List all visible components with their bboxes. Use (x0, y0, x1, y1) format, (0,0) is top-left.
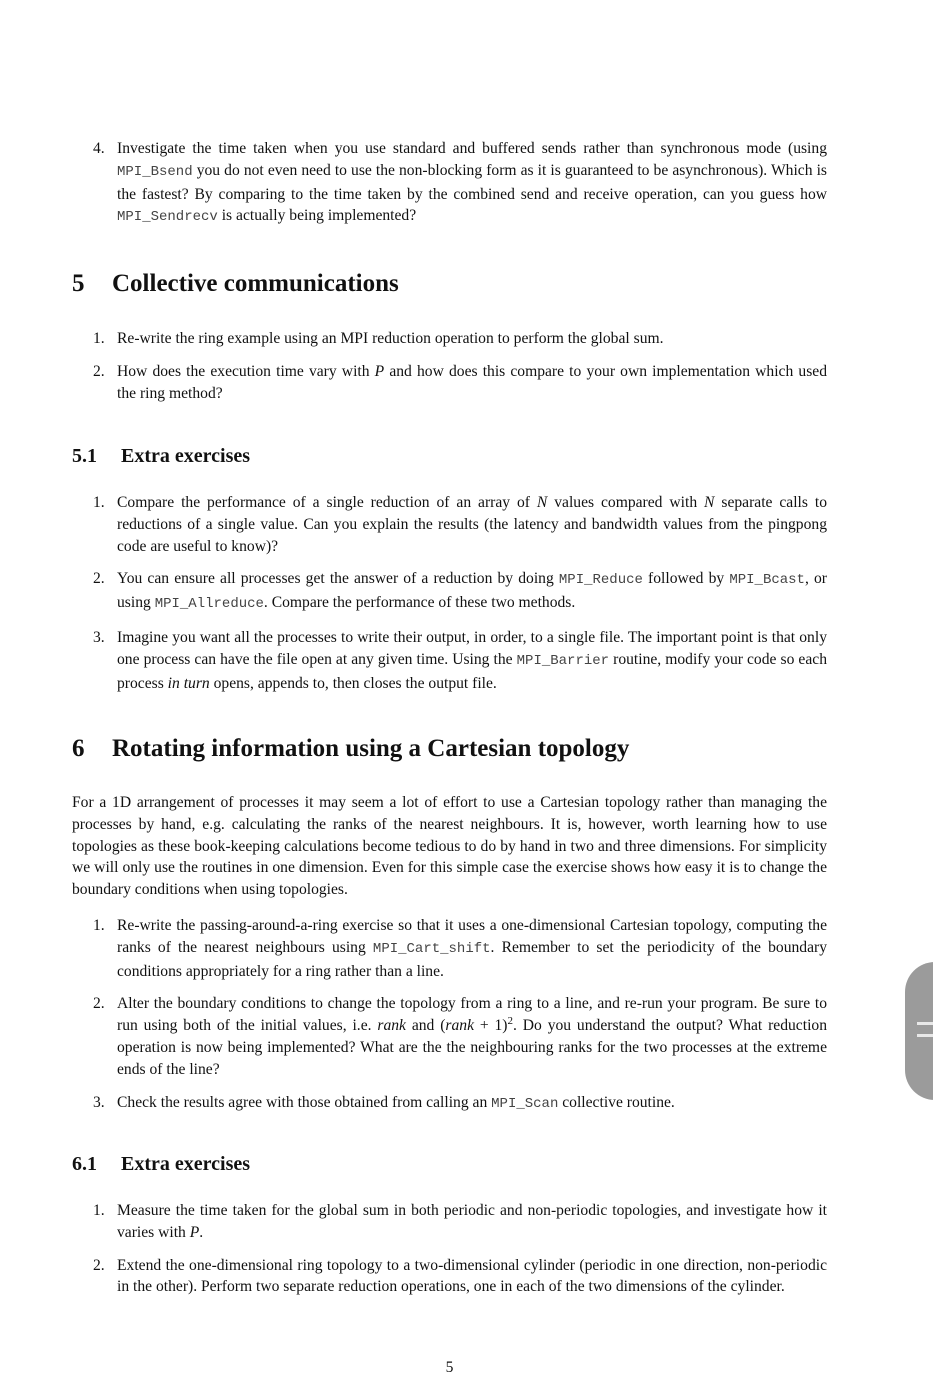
code-mpi-sendrecv: MPI_Sendrecv (117, 209, 218, 226)
section-heading-5-1: 5.1 Extra exercises (72, 445, 251, 467)
list-item: 4. Investigate the time taken when you use standard and buffered sends rather than synchronous mode (using MPI_Bsend you do not even need to use the non-blocking form as it is guaranteed to be asynchronous). Which is the fastest? By comparing to the time taken by the combined send and receive operation, can you guess how MPI_Sendrecv is actually being implemented? (93, 140, 827, 226)
list-item: 1. Measure the time taken for the global sum in both periodic and non-periodic topologies, and investigate how it varies with P. (93, 1202, 827, 1241)
top-list (72, 138, 827, 229)
section-heading-6: 6 Rotating information using a Cartesian topology (72, 735, 630, 762)
sec61-list (72, 1200, 827, 1298)
sec5-list (72, 328, 827, 404)
list-item: 1. Re-write the ring example using an MPI reduction operation to perform the global sum. (93, 330, 664, 347)
menu-icon-bar (917, 1034, 933, 1037)
list-item: 3. Imagine you want all the processes to write their output, in order, to a single file. The important point is that only one process can have the file open at any given time. Using the MPI_Barrier routine, modify your code so each process in turn opens, appends to, then closes the output file. (93, 628, 827, 692)
code-mpi-bsend: MPI_Bsend (117, 163, 193, 180)
list-item: 2. You can ensure all processes get the answer of a reduction by doing MPI_Reduce followed by MPI_Bcast, or using MPI_Allreduce. Compare the performance of these two methods. (93, 570, 827, 613)
page-number: 5 (445, 1359, 454, 1376)
sec6-list (72, 915, 827, 1115)
sec6-intro-paragraph: For a 1D arrangement of processes it may seem a lot of effort to use a Cartesian topology rather than managing the processes by hand, e.g. calculating the ranks of the nearest neighbours. It is, however, worth learning how to use topologies as these book-keeping calculations become tedious to do by hand in two and three dimensions. For simplicity we will only use the routines in one dimension. Even for this simple case the exercise shows how easy it is to change the boundary conditions when using topologies. (72, 794, 827, 899)
list-item: 2. Alter the boundary conditions to change the topology from a ring to a line, and re-run your program. Be sure to run using both of the initial values, i.e. rank and (rank + 1)$^2$. Do you understand the output? What reduction operation is now being implemented? What are the the neighbouring ranks for the two processes at the extreme ends of the line? (93, 995, 827, 1078)
menu-icon (917, 1022, 933, 1025)
section-heading-5: 5 Collective communications (72, 270, 399, 297)
list-item: 2. How does the execution time vary with P and how does this compare to your own implementation which used the ring method? (93, 362, 827, 402)
list-item: 3. Check the results agree with those obtained from calling an MPI_Scan collective routine. (93, 1093, 675, 1112)
list-item: 2. Extend the one-dimensional ring topology to a two-dimensional cylinder (periodic in one direction, non-periodic in the other). Perform two separate reduction operations, one in each of the two dimensions of the cylinder. (93, 1256, 827, 1296)
side-panel-tab[interactable] (905, 962, 933, 1100)
sec51-list (72, 492, 827, 694)
section-heading-6-1: 6.1 Extra exercises (72, 1153, 251, 1175)
list-item: 1. Compare the performance of a single reduction of an array of N values compared with N separate calls to reductions of a single value. Can you explain the results (the latency and bandwidth values from the pingpong code are useful to know)? (93, 494, 827, 555)
list-item: 1. Re-write the passing-around-a-ring exercise so that it uses a one-dimensional Cartesian topology, computing the ranks of the nearest neighbours using MPI_Cart_shift. Remember to set the periodicity of the boundary conditions appropriately for a ring rather than a line. (93, 917, 827, 980)
